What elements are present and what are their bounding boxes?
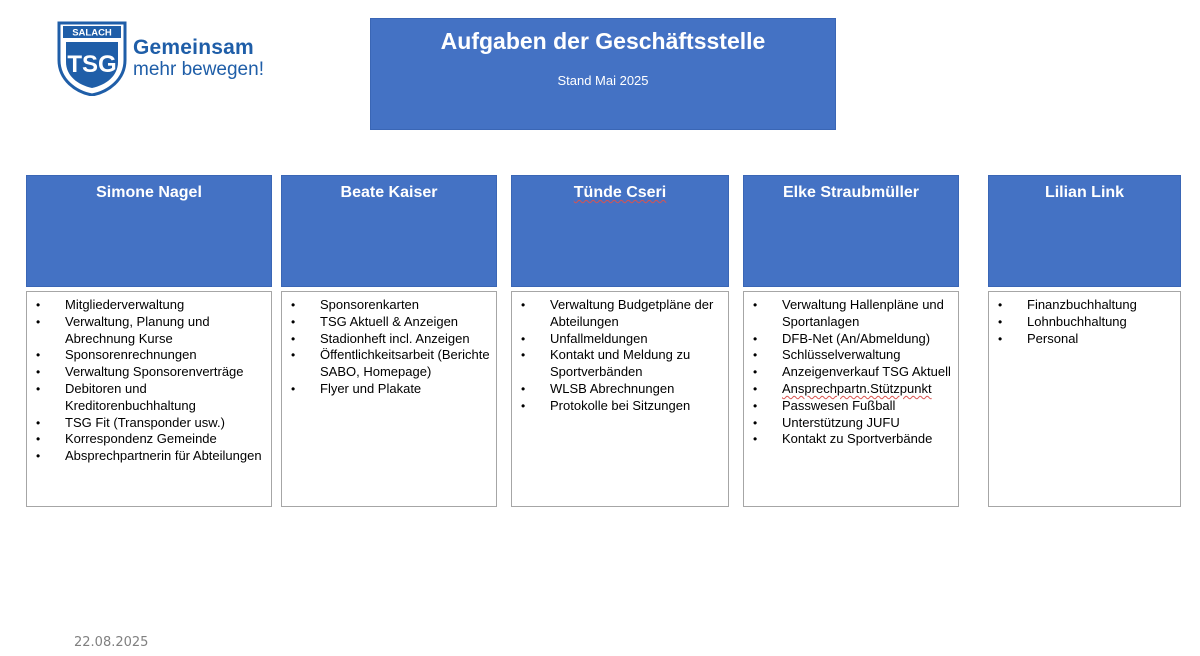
task-list	[995, 297, 1174, 347]
task-list-box	[988, 291, 1181, 507]
task-item: • Anzeigenverkauf TSG Aktuell	[753, 364, 951, 380]
task-item: • Verwaltung, Planung und Abrechnung Kurse	[36, 313, 210, 346]
task-list	[518, 297, 722, 415]
column-simone-nagel	[26, 175, 272, 507]
logo-badge-top: SALACH	[72, 27, 112, 39]
column-tuende-cseri	[511, 175, 729, 507]
logo-slogan-line1: Gemeinsam	[133, 36, 254, 59]
task-list	[288, 297, 490, 398]
task-item: • Verwaltung Sponsorenverträge	[36, 364, 244, 380]
task-item: • Verwaltung Hallenpläne und Sportanlagen	[753, 297, 944, 329]
task-item: • Korrespondenz Gemeinde	[36, 431, 217, 447]
title-box	[370, 18, 836, 130]
task-item: • Sponsorenkarten	[291, 297, 420, 312]
task-item: • Stadionheft incl. Anzeigen	[291, 330, 470, 346]
task-list	[750, 297, 952, 448]
task-list-box	[281, 291, 497, 507]
task-item: • Kontakt und Meldung zu Sportverbänden	[521, 347, 691, 380]
column-header: Tünde Cseri	[511, 175, 729, 287]
task-item: • Öffentlichkeitsarbeit (Berichte SABO, Homepage)	[291, 347, 490, 380]
footer-date: 22.08.2025	[74, 635, 149, 650]
column-header: Elke Straubmüller	[743, 175, 959, 287]
task-item: • Debitoren und Kreditorenbuchhaltung	[36, 380, 196, 413]
column-header: Beate Kaiser	[281, 175, 497, 287]
task-item: • Absprechpartnerin für Abteilungen	[36, 448, 262, 464]
task-item: • Schlüsselverwaltung	[753, 347, 901, 363]
task-item: • DFB-Net (An/Abmeldung)	[753, 330, 931, 346]
task-item: • Verwaltung Budgetpläne der Abteilungen	[521, 297, 714, 329]
column-header: Simone Nagel	[26, 175, 272, 287]
task-item: • Ansprechpartn.Stützpunkt	[753, 380, 932, 396]
column-beate-kaiser	[281, 175, 497, 507]
task-item: • Finanzbuchhaltung	[998, 297, 1137, 312]
logo-badge-letters: TSG	[67, 51, 117, 78]
column-lilian-link	[988, 175, 1181, 507]
task-item: • Unfallmeldungen	[521, 330, 648, 346]
column-header: Lilian Link	[988, 175, 1181, 287]
page-title: Aufgaben der Geschäftsstelle	[440, 28, 766, 54]
page-subtitle: Stand Mai 2025	[557, 73, 649, 88]
task-item: • Mitgliederverwaltung	[36, 297, 185, 312]
task-item: • Flyer und Plakate	[291, 380, 422, 396]
task-list-box	[26, 291, 272, 507]
logo-slogan-line2: mehr bewegen!	[133, 59, 264, 80]
task-list-box	[743, 291, 959, 507]
task-list-box	[511, 291, 729, 507]
task-item: • Passwesen Fußball	[753, 397, 896, 413]
task-item: • TSG Aktuell & Anzeigen	[291, 313, 459, 329]
task-item: • WLSB Abrechnungen	[521, 380, 675, 396]
tsg-salach-logo	[56, 20, 286, 100]
task-item: • TSG Fit (Transponder usw.)	[36, 414, 225, 430]
task-item: • Protokolle bei Sitzungen	[521, 397, 691, 413]
task-item: • Lohnbuchhaltung	[998, 313, 1127, 329]
task-item: • Personal	[998, 330, 1079, 346]
tsg-shield-icon	[56, 20, 128, 96]
task-item: • Unterstützung JUFU	[753, 414, 900, 430]
column-elke-straubmueller	[743, 175, 959, 507]
task-item: • Sponsorenrechnungen	[36, 347, 197, 363]
task-list	[33, 297, 265, 465]
task-item: • Kontakt zu Sportverbände	[753, 431, 933, 447]
